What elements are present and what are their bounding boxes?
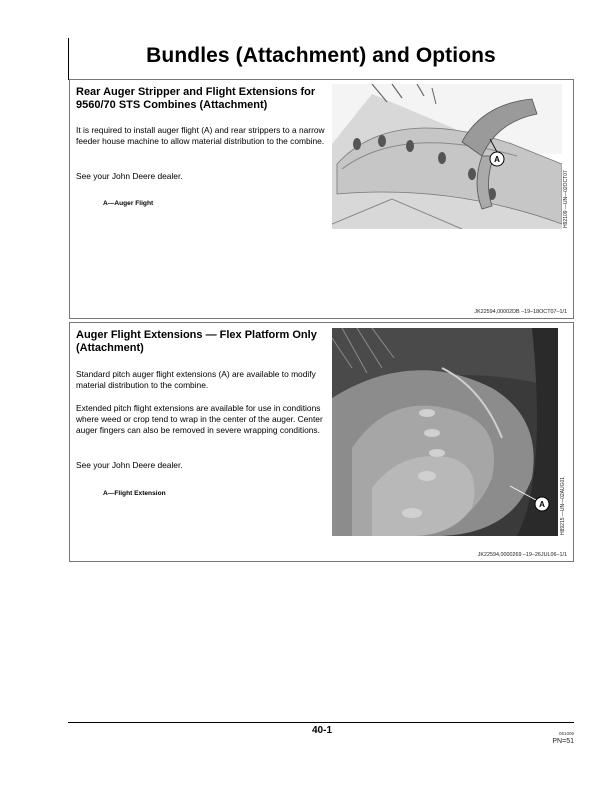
paragraph: Extended pitch flight extensions are available for use in conditions where weed or crop tend to wrap in the center of the auger. Center auger fingers can also be removed in severe wrapping conditions. — [76, 403, 323, 435]
paragraph: It is required to install auger flight (A) and rear strippers to a narrow feeder house machine to allow material distribution to the combine. — [76, 125, 325, 146]
image-reference: H89215 —UN—02AUG01 — [560, 476, 566, 535]
callout-a: A — [539, 500, 545, 509]
document-reference: JK22594,0000269 –19–26JUL06–1/1 — [477, 552, 567, 558]
footer-rule — [68, 722, 574, 723]
flight-extension-photo — [332, 328, 558, 536]
paragraph: Standard pitch auger flight extensions (A) are available to modify material distribution to the combine. — [76, 369, 316, 390]
page-title: Bundles (Attachment) and Options — [146, 44, 496, 67]
legend: A—Auger Flight — [103, 200, 154, 207]
callout-a: A — [494, 155, 500, 164]
legend: A—Flight Extension — [103, 490, 166, 497]
section-rear-auger-stripper — [69, 79, 574, 319]
section-auger-flight-extensions — [69, 322, 574, 562]
page-number: 40-1 — [311, 725, 332, 736]
image-reference: H92109 —UN—02OCT07 — [563, 170, 569, 228]
section-title: Auger Flight Extensions — Flex Platform Only (Attachment) — [76, 329, 317, 354]
footer-pn: PN=51 — [552, 738, 574, 745]
paragraph: See your John Deere dealer. — [76, 171, 183, 181]
section-title: Rear Auger Stripper and Flight Extensions for 9560/70 STS Combines (Attachment) — [76, 86, 316, 111]
auger-flight-photo — [332, 84, 562, 229]
paragraph: See your John Deere dealer. — [76, 460, 183, 470]
document-reference: JK22594,00002DB –19–18OCT07–1/1 — [474, 309, 567, 315]
footer-code: 061006 — [558, 731, 574, 736]
